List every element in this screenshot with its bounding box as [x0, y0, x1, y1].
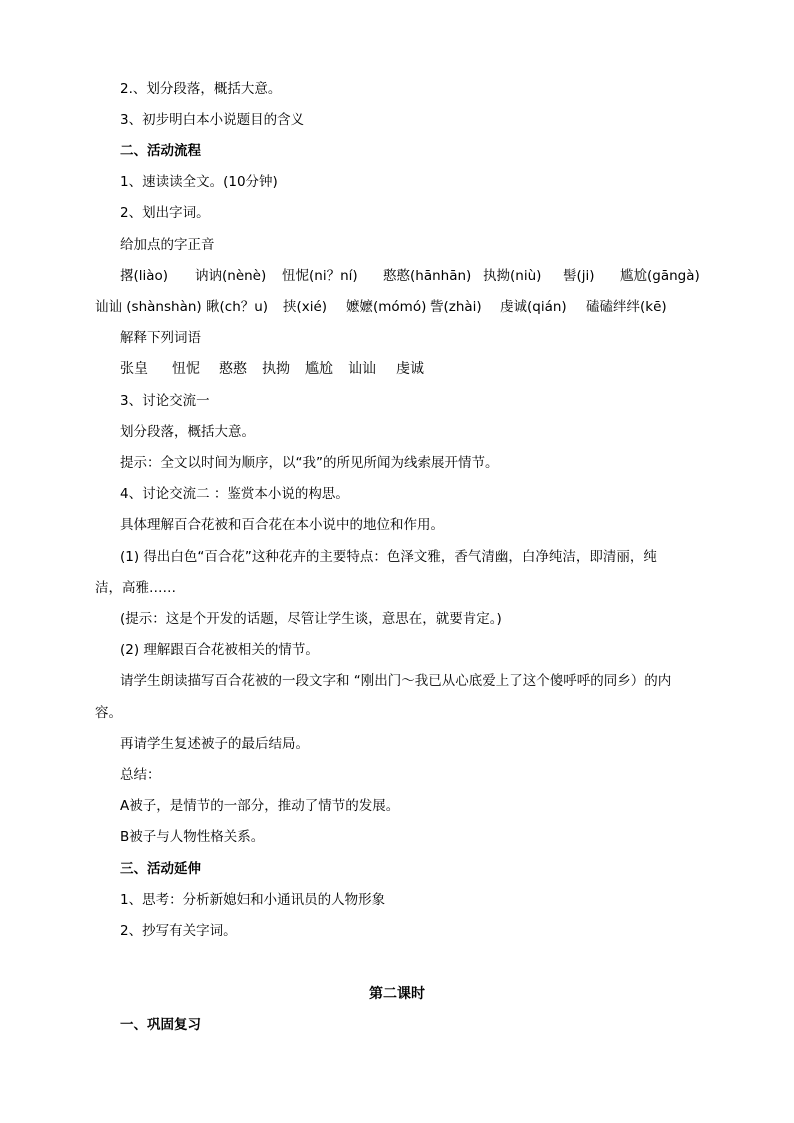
pinyin-item: 执拗(niù) — [483, 268, 542, 284]
vocab-word: 尴尬 — [305, 361, 333, 377]
section-heading-activity-process: 二、活动流程 — [120, 143, 201, 159]
discussion-1: 3、讨论交流一 — [120, 393, 210, 409]
extension-1: 1、思考：分析新媳妇和小通讯员的人物形象 — [120, 892, 386, 908]
vocab-word: 讪讪 — [348, 361, 376, 377]
pinyin-item: 虔诚(qián) — [500, 299, 567, 315]
pinyin-item: 讷讷(nènè) — [195, 268, 267, 284]
discussion-1-hint: 提示：全文以时间为顺序，以“我”的所见所闻为线索展开情节。 — [120, 455, 499, 471]
pinyin-item: 憨憨(hānhān) — [383, 268, 472, 284]
point-2: (2) 理解跟百合花被相关的情节。 — [120, 642, 319, 658]
objective-2: 2.、划分段落，概括大意。 — [120, 81, 282, 97]
point-1-hint: (提示：这是个开发的话题，尽管让学生谈，意思在，就要肯定。) — [120, 611, 502, 627]
summary-b: B被子与人物性格关系。 — [120, 829, 265, 845]
step-2: 2、划出字词。 — [120, 205, 210, 221]
pinyin-item: 挟(xié) — [283, 299, 328, 315]
vocab-word: 执拗 — [262, 361, 290, 377]
extension-2: 2、抄写有关字词。 — [120, 923, 237, 939]
pinyin-item: 尴尬(gāngà) — [620, 268, 700, 284]
point-1: (1) 得出白色“百合花”这种花卉的主要特点：色泽文雅，香气清幽，白净纯洁，即清丽，纯 — [120, 549, 657, 565]
step-1: 1、速读读全文。(10分钟) — [120, 174, 278, 190]
discussion-1-task: 划分段落，概括大意。 — [120, 424, 255, 440]
reading-task-cont: 容。 — [95, 705, 122, 721]
pinyin-item: 讪讪 (shànshàn) — [95, 299, 202, 315]
summary-a: A被子，是情节的一部分，推动了情节的发展。 — [120, 798, 400, 814]
discussion-2-task: 具体理解百合花被和百合花在本小说中的地位和作用。 — [120, 517, 444, 533]
retell-task: 再请学生复述被子的最后结局。 — [120, 736, 309, 752]
lesson-title: 第二课时 — [369, 986, 425, 1002]
summary-label: 总结： — [120, 767, 161, 783]
objective-3: 3、初步明白本小说题目的含义 — [120, 112, 305, 128]
pinyin-instruction: 给加点的字正音 — [120, 237, 215, 253]
pinyin-item: 瞅(ch？u) — [206, 299, 269, 315]
pinyin-item: 髻(ji) — [563, 268, 595, 284]
reading-task: 请学生朗读描写百合花被的一段文字和 “刚出门～我已从心底爱上了这个傻呼呼的同乡）的内 — [120, 673, 672, 689]
section-heading-review: 一、巩固复习 — [120, 1017, 201, 1033]
pinyin-item: 忸怩(ni？ní) — [282, 268, 358, 284]
discussion-2: 4、讨论交流二 ：鉴赏本小说的构思。 — [120, 486, 349, 502]
vocab-instruction: 解释下列词语 — [120, 330, 201, 346]
pinyin-item: 撂(liào) — [120, 268, 169, 284]
pinyin-item: 磕磕绊绊(kē) — [586, 299, 667, 315]
pinyin-item: 嬷嬷(mómó) — [346, 299, 427, 315]
point-1-cont: 洁，高雅…… — [95, 580, 176, 596]
vocab-word: 虔诚 — [396, 361, 424, 377]
vocab-word: 忸怩 — [172, 361, 200, 377]
vocab-word: 张皇 — [120, 361, 148, 377]
section-heading-extension: 三、活动延伸 — [120, 861, 201, 877]
vocab-word: 憨憨 — [219, 361, 247, 377]
pinyin-item: 訾(zhài) — [430, 299, 482, 315]
